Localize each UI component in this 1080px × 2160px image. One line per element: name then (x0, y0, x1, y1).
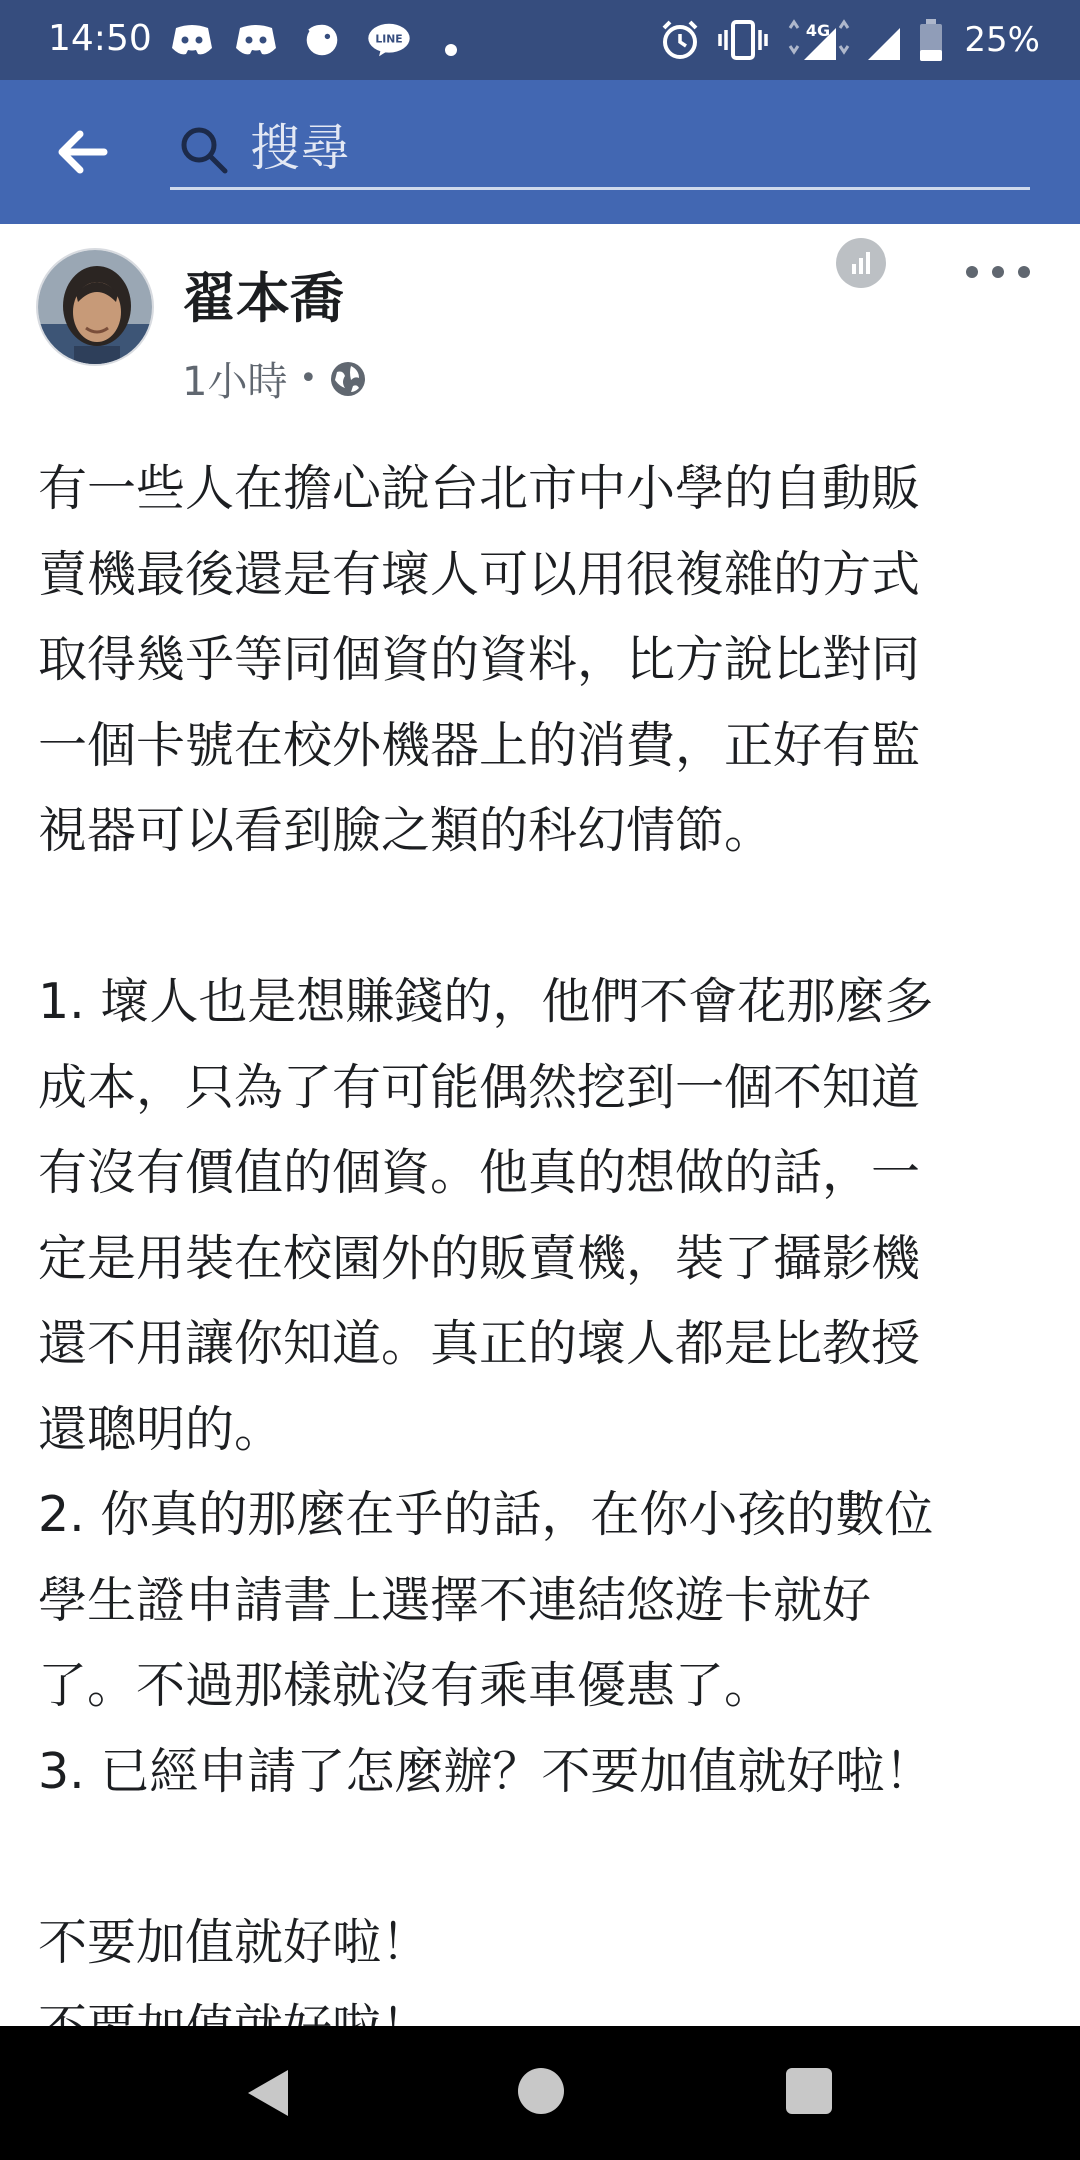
more-notifications-dot-icon (444, 32, 458, 68)
status-bar (0, 0, 1080, 80)
back-arrow-icon[interactable] (52, 122, 112, 182)
post-text-line: 有一些人在擔心說台北市中小學的自動販 (38, 460, 921, 517)
post-text-line: 學生證申請書上選擇不連結悠遊卡就好 (38, 1571, 872, 1629)
status-right-group (658, 14, 1040, 66)
globe-icon (329, 360, 367, 398)
post-text-line: 定是用裝在校園外的販賣機，裝了攝影機 (38, 1229, 921, 1287)
discord-icon (170, 22, 214, 58)
nav-recents-button[interactable] (786, 2068, 832, 2114)
post-insights-button[interactable] (836, 238, 886, 288)
signal-4g-icon (784, 16, 850, 64)
bird-app-icon (298, 22, 346, 58)
status-time: 14:50 (48, 18, 152, 59)
more-dot-icon (966, 266, 978, 278)
post-text-line: 1. 壞人也是想賺錢的，他們不會花那麼多 (38, 973, 934, 1030)
discord-icon (234, 22, 278, 58)
signal-icon (864, 18, 904, 62)
post-text-line: 還聰明的。 (38, 1400, 284, 1458)
bar-chart-icon (836, 238, 886, 288)
battery-percent: 25% (964, 20, 1040, 60)
nav-back-icon[interactable] (244, 2068, 290, 2118)
more-dot-icon (1018, 266, 1030, 278)
more-options-button[interactable] (966, 252, 1030, 292)
post-text-line: 3. 已經申請了怎麼辦？不要加值就好啦！ (38, 1742, 934, 1800)
search-bar[interactable] (170, 110, 1030, 190)
post-meta (182, 350, 367, 407)
author-photo (38, 250, 154, 366)
post-text-line: 視器可以看到臉之類的科幻情節。 (38, 802, 774, 859)
meta-separator: • (299, 361, 318, 396)
battery-icon (918, 17, 944, 63)
post-text-line: 賣機最後還是有壞人可以用很複雜的方式 (38, 545, 921, 603)
alarm-icon (658, 18, 702, 62)
search-icon (178, 124, 230, 176)
post-body (38, 446, 1048, 2071)
post (0, 224, 1080, 2024)
post-time[interactable]: 1小時 (182, 359, 288, 405)
post-text-line: 2. 你真的那麼在乎的話，在你小孩的數位 (38, 1486, 934, 1543)
search-input[interactable] (250, 116, 1010, 180)
paragraph-break (38, 874, 1048, 960)
avatar[interactable] (36, 248, 154, 366)
post-text-line: 一個卡號在校外機器上的消費，正好有監 (38, 716, 921, 774)
post-text-line: 不要加值就好啦！ (38, 1913, 431, 1971)
post-text-line: 取得幾乎等同個資的資料，比方說比對同 (38, 631, 921, 688)
post-text-line: 有沒有價值的個資。他真的想做的話，一 (38, 1144, 921, 1201)
post-text-line: 了。不過那樣就沒有乘車優惠了。 (38, 1657, 774, 1714)
search-header (0, 80, 1080, 224)
svg-text:LINE: LINE (375, 32, 403, 46)
more-dot-icon (992, 266, 1004, 278)
post-text-line: 成本，只為了有可能偶然挖到一個不知道 (38, 1058, 921, 1116)
post-text-line: 還不用讓你知道。真正的壞人都是比教授 (38, 1315, 921, 1372)
author-name[interactable]: 翟本喬 (182, 267, 344, 330)
line-icon (364, 22, 414, 58)
paragraph-break (38, 1814, 1048, 1900)
nav-home-button[interactable] (518, 2068, 564, 2114)
network-label: 4G (806, 21, 831, 40)
vibrate-icon (716, 18, 770, 62)
navigation-bar (0, 2026, 1080, 2160)
